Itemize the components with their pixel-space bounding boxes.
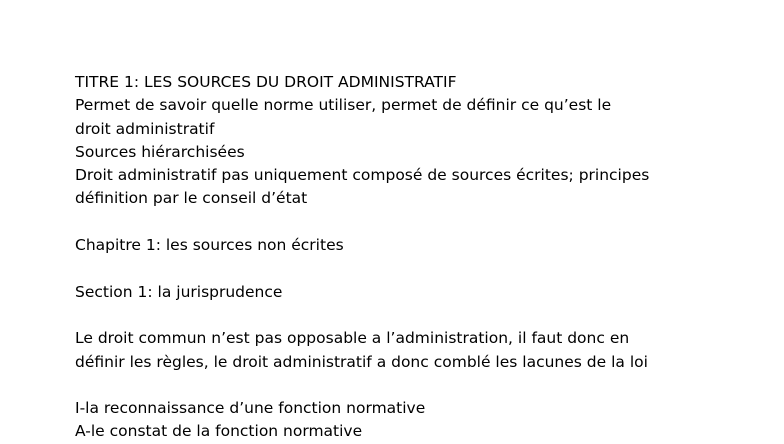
subheading: I-la reconnaissance d’une fonction normative <box>75 399 426 418</box>
section-heading: Section 1: la jurisprudence <box>75 282 283 301</box>
document-title: TITRE 1: LES SOURCES DU DROIT ADMINISTRATIF <box>75 73 457 91</box>
blank-line <box>75 257 775 280</box>
intro-line: Permet de savoir quelle norme utiliser, permet de définir ce qu’est le <box>75 96 612 115</box>
intro-line: définition par le conseil d’état <box>75 189 308 208</box>
intro-line: Sources hiérarchisées <box>75 142 245 161</box>
document-body <box>75 71 775 444</box>
body-line: définir les règles, le droit administratif a donc comblé les lacunes de la loi <box>75 352 648 371</box>
blank-line <box>75 211 775 234</box>
blank-line <box>75 304 775 327</box>
intro-line: Droit administratif pas uniquement composé de sources écrites; principes <box>75 166 650 185</box>
blank-line <box>75 374 775 397</box>
subheading: A-le constat de la fonction normative <box>75 422 363 441</box>
intro-line: droit administratif <box>75 119 215 138</box>
chapter-heading: Chapitre 1: les sources non écrites <box>75 236 344 255</box>
body-line: Le droit commun n’est pas opposable a l’administration, il faut donc en <box>75 329 630 348</box>
